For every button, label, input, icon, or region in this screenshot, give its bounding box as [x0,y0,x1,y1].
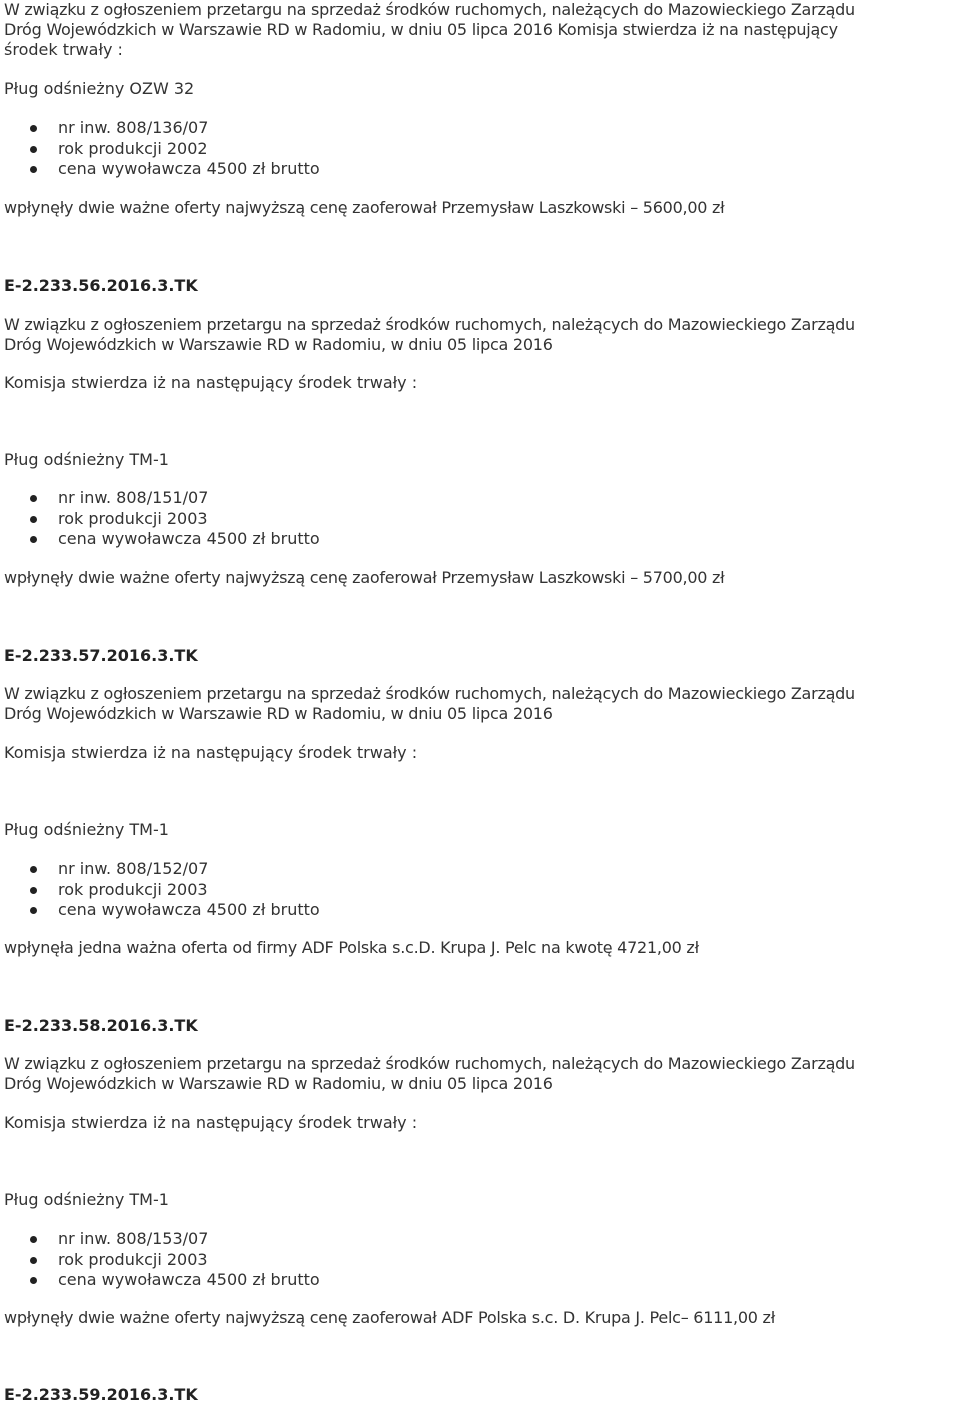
inventory-number: nr inw. 808/136/07 [0,118,320,139]
item-details-list [0,118,320,180]
item-details-list [0,1229,320,1291]
inventory-number: nr inw. 808/151/07 [0,488,320,509]
production-year: rok produkcji 2003 [0,1250,320,1271]
announcement-line-1: W związku z ogłoszeniem przetargu na sprzedaż środków ruchomych, należących do Mazowieckiego Zarządu [4,1054,855,1073]
starting-price: cena wywoławcza 4500 zł brutto [0,529,320,550]
inventory-number: nr inw. 808/152/07 [0,859,320,880]
starting-price: cena wywoławcza 4500 zł brutto [0,159,320,180]
announcement-line-2: Dróg Wojewódzkich w Warszawie RD w Radomiu, w dniu 05 lipca 2016 [4,704,553,723]
section-code: E-2.233.56.2016.3.TK [4,276,198,295]
item-details-list [0,488,320,550]
item-name: Pług odśnieżny TM-1 [4,820,169,839]
item-details-list [0,859,320,921]
tender-result: wpłynęły dwie ważne oferty najwyższą cenę zaoferował ADF Polska s.c. D. Krupa J. Pelc– 6111,00 zł [4,1308,775,1327]
production-year: rok produkcji 2003 [0,509,320,530]
announcement-line-1: W związku z ogłoszeniem przetargu na sprzedaż środków ruchomych, należących do Mazowieckiego Zarządu [4,684,855,703]
commission-statement: Komisja stwierdza iż na następujący środek trwały : [4,373,418,392]
announcement-line-2: Dróg Wojewódzkich w Warszawie RD w Radomiu, w dniu 05 lipca 2016 [4,1074,553,1093]
commission-statement: Komisja stwierdza iż na następujący środek trwały : [4,743,418,762]
intro-text-line-1: W związku z ogłoszeniem przetargu na sprzedaż środków ruchomych, należących do Mazowieckiego Zarządu [4,0,855,19]
section-code: E-2.233.57.2016.3.TK [4,646,198,665]
item-name: Pług odśnieżny TM-1 [4,450,169,469]
tender-result: wpłynęły dwie ważne oferty najwyższą cenę zaoferował Przemysław Laszkowski – 5600,00 zł [4,198,725,217]
item-name: Pług odśnieżny OZW 32 [4,79,195,98]
item-name: Pług odśnieżny TM-1 [4,1190,169,1209]
section-code: E-2.233.58.2016.3.TK [4,1016,198,1035]
intro-text-line-3: środek trwały : [4,40,123,59]
tender-result: wpłynęła jedna ważna oferta od firmy ADF Polska s.c.D. Krupa J. Pelc na kwotę 4721,00 zł [4,938,699,957]
announcement-line-2: Dróg Wojewódzkich w Warszawie RD w Radomiu, w dniu 05 lipca 2016 [4,335,553,354]
section-code: E-2.233.59.2016.3.TK [4,1385,198,1404]
announcement-line-1: W związku z ogłoszeniem przetargu na sprzedaż środków ruchomych, należących do Mazowieckiego Zarządu [4,315,855,334]
starting-price: cena wywoławcza 4500 zł brutto [0,1270,320,1291]
commission-statement: Komisja stwierdza iż na następujący środek trwały : [4,1113,418,1132]
intro-text-line-2: Dróg Wojewódzkich w Warszawie RD w Radomiu, w dniu 05 lipca 2016 Komisja stwierdza iż na następujący [4,20,838,39]
tender-result: wpłynęły dwie ważne oferty najwyższą cenę zaoferował Przemysław Laszkowski – 5700,00 zł [4,568,725,587]
production-year: rok produkcji 2002 [0,139,320,160]
production-year: rok produkcji 2003 [0,880,320,901]
starting-price: cena wywoławcza 4500 zł brutto [0,900,320,921]
inventory-number: nr inw. 808/153/07 [0,1229,320,1250]
